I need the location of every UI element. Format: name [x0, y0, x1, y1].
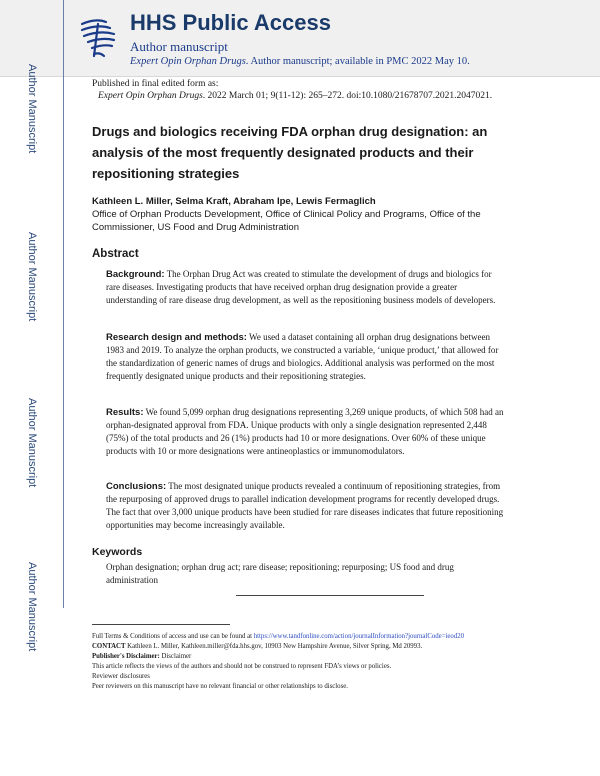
- header-meta-rest: . Author manuscript; available in PMC 2022 May 10.: [245, 56, 470, 67]
- disclaimer-note: This article reflects the views of the authors and should not be construed to represent FDA’s views or policies.: [92, 663, 392, 670]
- terms-line: [92, 632, 512, 642]
- contact-label: CONTACT: [92, 643, 126, 650]
- section-text: We found 5,099 orphan drug designations representing 3,269 unique products, of which 508 had an orphan-designated approval from FDA. Unique products with only a single designation represented 2,448 (75%) of the total products and 26 (1%) products had 10 or more designations. Over 60% of these unique products with 10 or more designations were antineoplastics or immunomodulators.: [106, 407, 504, 456]
- header-title: HHS Public Access: [130, 10, 331, 35]
- section-text: The most designated unique products revealed a continuum of repositioning strategies, from the repurposing of approved drugs to parallel indication development programs for recently developed drugs. The fact that over 3,000 unique products have been studied for rare diseases indicates that future repositioning opportunities may become increasingly available.: [106, 481, 504, 530]
- abstract-methods: [106, 331, 506, 383]
- section-label: Conclusions:: [106, 481, 167, 492]
- published-label: Published in final edited form as:: [92, 79, 219, 89]
- article-title: Drugs and biologics receiving FDA orphan drug designation: an analysis of the most frequently designated products and their repositioning strategies: [92, 124, 488, 181]
- disclaimer-text: Disclaimer: [159, 653, 192, 660]
- terms-prefix: Full Terms & Conditions of access and use can be found at: [92, 633, 254, 640]
- section-label: Background:: [106, 269, 165, 280]
- section-text: We used a dataset containing all orphan drug designations between 1983 and 2019. To analyze the orphan products, we constructed a variable, ‘unique product,’ that allowed for the standardization of generic names of drugs and biologics. Additional analysis was performed on the most frequently designated unique products and their repositioning strategies.: [106, 332, 499, 381]
- keywords-heading: Keywords: [92, 546, 143, 558]
- section-label: Research design and methods:: [106, 332, 247, 343]
- side-label-2: Author Manuscript: [26, 232, 38, 322]
- affiliation: Office of Orphan Products Development, Office of Clinical Policy and Programs, Office of the Commissioner, US Food and Drug Administration: [92, 209, 481, 233]
- footnote-divider: [92, 624, 230, 625]
- section-divider: [236, 595, 424, 596]
- contact-text: Kathleen L. Miller, Kathleen.miller@fda.hhs.gov, 10903 New Hampshire Avenue, Silver Spring, Md 20993.: [125, 643, 423, 650]
- disclaimer-line: [92, 652, 512, 662]
- citation: [98, 91, 492, 101]
- reviewer-text: Peer reviewers on this manuscript have no relevant financial or other relationships to disclose.: [92, 683, 348, 690]
- contact-line: [92, 642, 512, 652]
- authors: Kathleen L. Miller, Selma Kraft, Abraham Ipe, Lewis Fermaglich: [92, 196, 376, 207]
- hhs-eagle-logo-icon: [76, 12, 120, 62]
- side-label-4: Author Manuscript: [26, 562, 38, 652]
- section-text: The Orphan Drug Act was created to stimulate the development of drugs and biologics for rare diseases. Investigating products that have received orphan drug designation provide a greater understanding of rare disease drug development, as well as the repositioning business models of developers.: [106, 269, 496, 305]
- abstract-heading: Abstract: [92, 248, 139, 260]
- header-subtitle: Author manuscript: [130, 39, 228, 54]
- reviewer-heading: Reviewer disclosures: [92, 673, 150, 680]
- side-label-3: Author Manuscript: [26, 398, 38, 488]
- section-label: Results:: [106, 407, 144, 418]
- header-journal: Expert Opin Orphan Drugs: [130, 56, 246, 67]
- terms-link[interactable]: https://www.tandfonline.com/action/journalInformation?journalCode=ieod20: [253, 633, 465, 640]
- citation-journal: Expert Opin Orphan Drugs: [98, 91, 203, 101]
- disclaimer-label: Publisher's Disclaimer:: [92, 653, 160, 660]
- header-meta: [130, 56, 470, 67]
- keywords-text: Orphan designation; orphan drug act; rare disease; repositioning; repurposing; US food and drug administration: [106, 562, 454, 585]
- abstract-results: [106, 406, 506, 458]
- margin-line: [63, 0, 64, 608]
- side-label-1: Author Manuscript: [26, 64, 38, 154]
- footnotes: [92, 632, 512, 692]
- abstract-background: [106, 268, 506, 307]
- citation-rest: . 2022 March 01; 9(11-12): 265–272. doi:10.1080/21678707.2021.2047021.: [202, 91, 493, 101]
- abstract-conclusions: [106, 480, 506, 532]
